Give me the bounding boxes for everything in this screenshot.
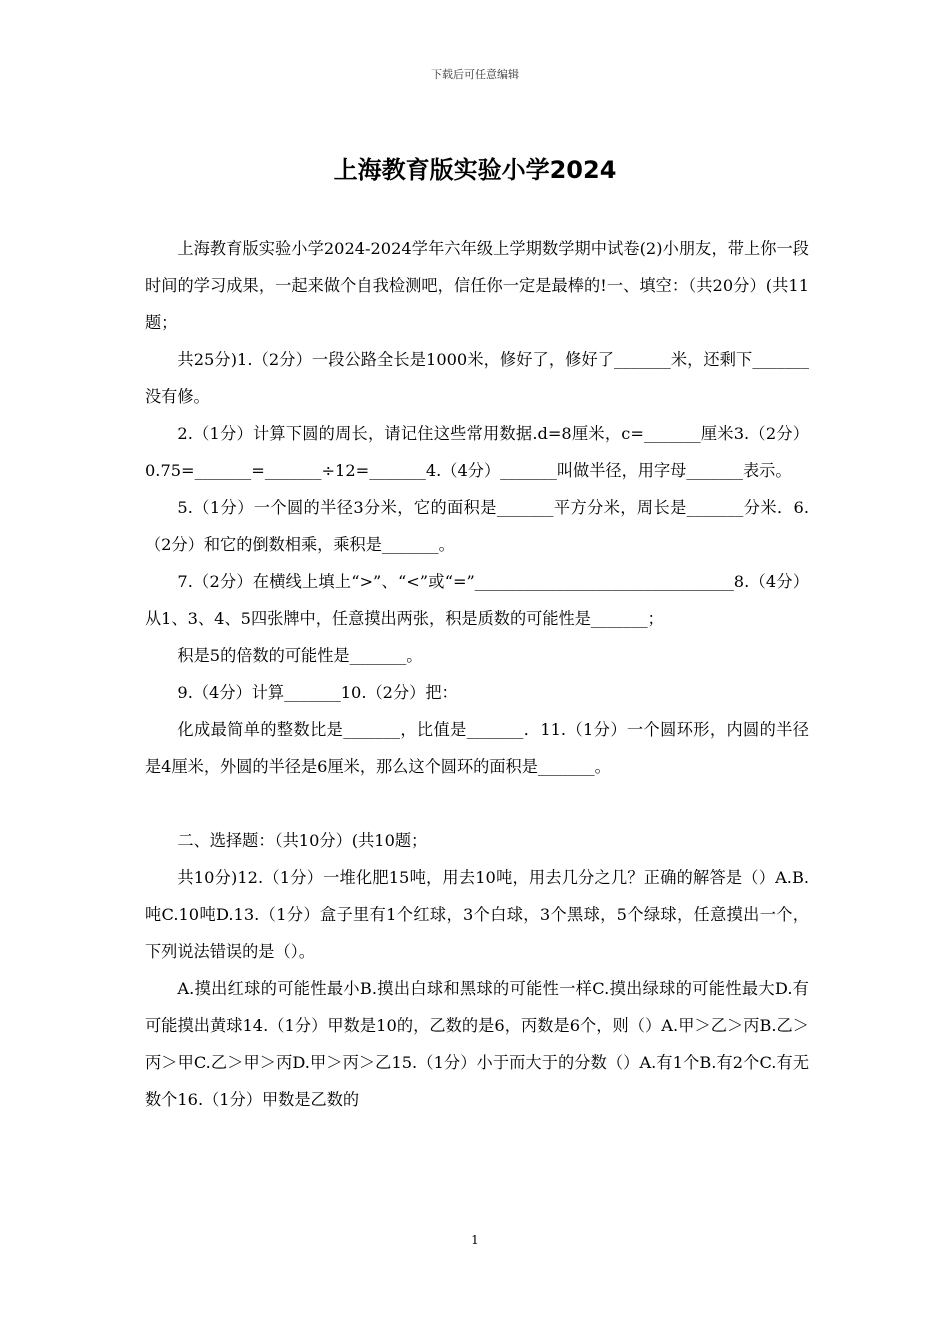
paragraph-intro: 上海教育版实验小学2024-2024学年六年级上学期数学期中试卷(2)小朋友，带上你一段时间的学习成果，一起来做个自我检测吧，信任你一定是最棒的!一、填空：（共20分）(共11题；: [145, 239, 809, 332]
paragraph-q1: 共25分)1.（2分）一段公路全长是1000米，修好了，修好了_______米，还剩下_______没有修。: [145, 350, 809, 406]
document-body: [145, 230, 809, 1118]
paragraph-q9-q10: 9.（4分）计算_______10.（2分）把：: [177, 683, 458, 702]
paragraph-q12-q13: 共10分)12.（1分）一堆化肥15吨，用去10吨，用去几分之几？正确的解答是（）A.B.吨C.10吨D.13.（1分）盒子里有1个红球，3个白球，3个黑球，5个绿球，任意摸出一个，下列说法错误的是（）。: [145, 868, 809, 961]
document-title: 上海教育版实验小学2024: [333, 156, 617, 184]
paragraph-q10-q11: 化成最简单的整数比是_______，比值是_______．11.（1分）一个圆环形，内圆的半径是4厘米，外圆的半径是6厘米，那么这个圆环的面积是_______。: [145, 720, 809, 776]
paragraph-q5-q6: 5.（1分）一个圆的半径3分米，它的面积是_______平方分米，周长是_______分米．6.（2分）和它的倒数相乘，乘积是_______。: [145, 498, 809, 554]
paragraph-q8-cont: 积是5的倍数的可能性是_______。: [177, 646, 423, 665]
paragraph-q13-q16: A.摸出红球的可能性最小B.摸出白球和黑球的可能性一样C.摸出绿球的可能性最大D.有可能摸出黄球14.（1分）甲数是10的，乙数的是6，丙数是6个，则（）A.甲＞乙＞丙B.乙＞丙＞甲C.乙＞甲＞丙D.甲＞丙＞乙15.（1分）小于而大于的分数（）A.有1个B.有2个C.有无数个16.（1分）甲数是乙数的: [145, 979, 809, 1109]
paragraph-q2-q4: 2.（1分）计算下圆的周长，请记住这些常用数据.d=8厘米，c=_______厘米3.（2分）0.75=_______=_______÷12=_______4.（4分）_______叫做半径，用字母_______表示。: [145, 424, 809, 480]
header-note: 下载后可任意编辑: [431, 68, 519, 81]
page-number: 1: [471, 1233, 479, 1247]
section-heading-choice: 二、选择题：（共10分）(共10题；: [177, 831, 428, 850]
paragraph-q7-q8: 7.（2分）在横线上填上“>”、“<”或“=”________________________________8.（4分）从1、3、4、5四张牌中，任意摸出两张，积是质数的可能性是_______；: [145, 572, 809, 628]
